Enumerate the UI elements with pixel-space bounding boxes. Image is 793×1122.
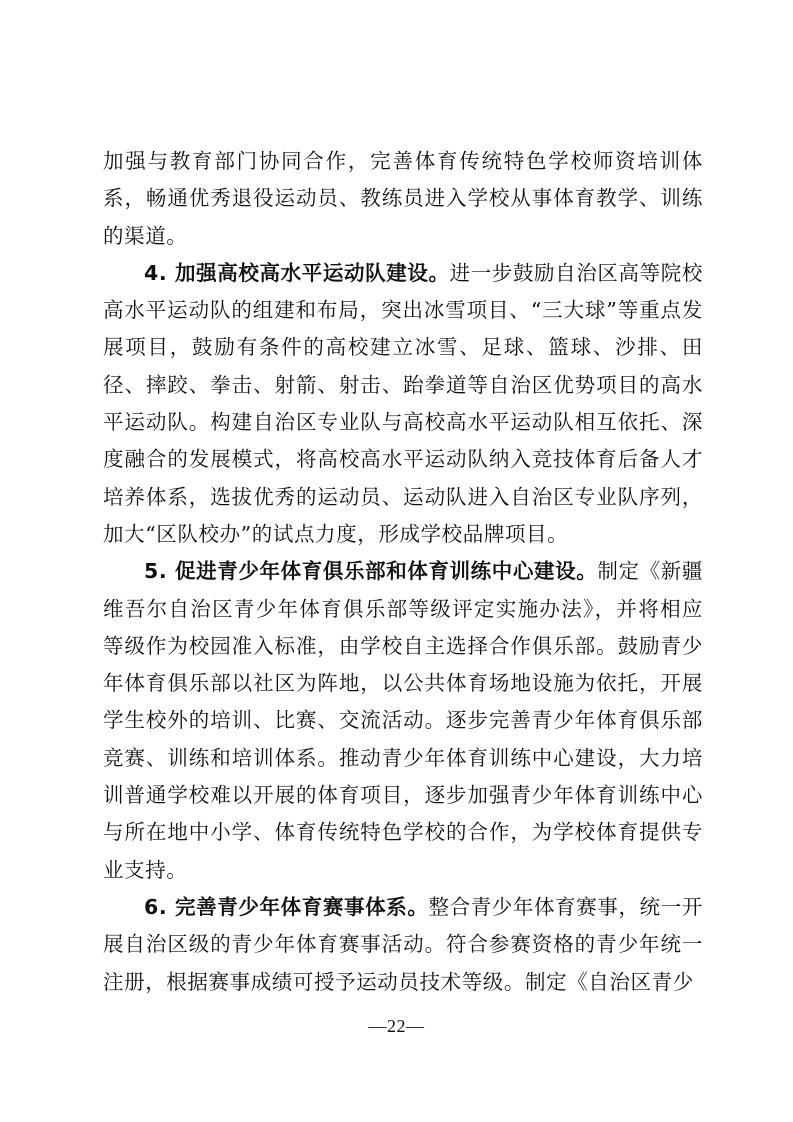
paragraph-section-6 xyxy=(103,889,703,1001)
section-heading: 6. 完善青少年体育赛事体系。 xyxy=(144,894,429,919)
paragraph-text: 加强与教育部门协同合作，完善体育传统特色学校师资培训体系，畅通优秀退役运动员、教练员进入学校从事体育教学、训练的渠道。 xyxy=(103,149,703,248)
page-number: —22— xyxy=(368,1016,425,1036)
paragraph-text: 进一步鼓励自治区高等院校高水平运动队的组建和布局，突出冰雪项目、“三大球”等重点发展项目，鼓励有条件的高校建立冰雪、足球、篮球、沙排、田径、摔跤、拳击、射箭、射击、跆拳道等自治区优势项目的高水平运动队。构建自治区专业队与高校高水平运动队相互依托、深度融合的发展模式，将高校高水平运动队纳入竞技体育后备人才培养体系，选拔优秀的运动员、运动队进入自治区专业队序列，加大“区队校办”的试点力度，形成学校品牌项目。 xyxy=(103,260,703,546)
paragraph-text: 整合青少年体育赛事，统一开展自治区级的青少年体育赛事活动。符合参赛资格的青少年统一注册，根据赛事成绩可授予运动员技术等级。制定《自治区青少 xyxy=(103,894,703,994)
section-heading: 4. 加强高校高水平运动队建设。 xyxy=(144,260,450,285)
document-body xyxy=(103,143,703,1001)
paragraph-continuation xyxy=(103,143,703,255)
paragraph-text: 制定《新疆维吾尔自治区青少年体育俱乐部等级评定实施办法》，并将相应等级作为校园准入标准，由学校自主选择合作俱乐部。鼓励青少年体育俱乐部以社区为阵地，以公共体育场地设施为依托，开展学生校外的培训、比赛、交流活动。逐步完善青少年体育俱乐部竞赛、训练和培训体系。推动青少年体育训练中心建设，大力培训普通学校难以开展的体育项目，逐步加强青少年体育训练中心与所在地中小学、体育传统特色学校的合作，为学校体育提供专业支持。 xyxy=(103,559,704,882)
paragraph-section-5 xyxy=(103,553,703,889)
paragraph-section-4 xyxy=(103,255,703,553)
section-heading: 5. 促进青少年体育俱乐部和体育训练中心建设。 xyxy=(144,559,598,584)
